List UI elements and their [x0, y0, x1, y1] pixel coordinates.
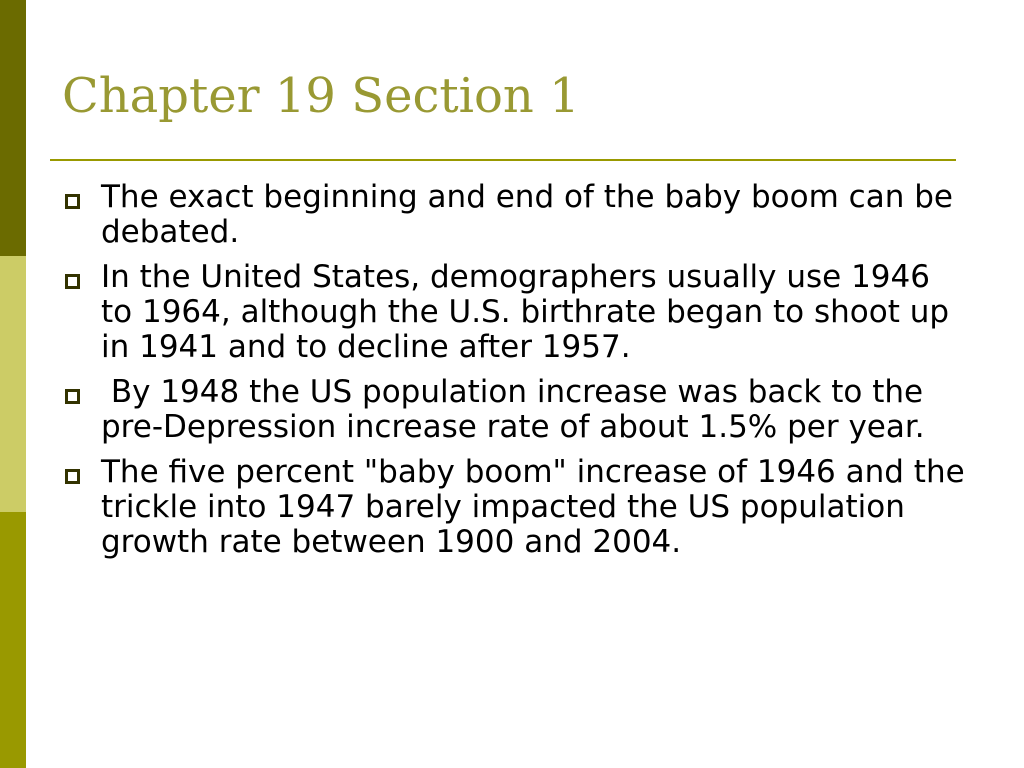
- square-bullet-icon: [65, 469, 80, 484]
- bullet-text: The five percent "baby boom" increase of 1946 and the trickle into 1947 barely impacted the US population growth rate between 1900 and 2004.: [101, 454, 965, 560]
- bullet-item: [62, 455, 967, 560]
- side-band-olive: [0, 512, 26, 768]
- slide-title: Chapter 19 Section 1: [62, 68, 580, 124]
- bullet-item: [62, 180, 967, 250]
- bullet-item: [62, 375, 967, 445]
- square-bullet-icon: [65, 194, 80, 209]
- title-divider: [50, 159, 956, 161]
- bullet-text: The exact beginning and end of the baby boom can be debated.: [101, 179, 953, 250]
- bullet-text: In the United States, demographers usually use 1946 to 1964, although the U.S. birthrate began to shoot up in 1941 and to decline after 1957.: [101, 259, 950, 365]
- bullet-list: [62, 180, 967, 570]
- square-bullet-icon: [65, 274, 80, 289]
- side-band-dark: [0, 0, 26, 256]
- bullet-text: By 1948 the US population increase was back to the pre-Depression increase rate of about 1.5% per year.: [101, 374, 933, 445]
- bullet-item: [62, 260, 967, 365]
- side-band-light: [0, 256, 26, 512]
- square-bullet-icon: [65, 389, 80, 404]
